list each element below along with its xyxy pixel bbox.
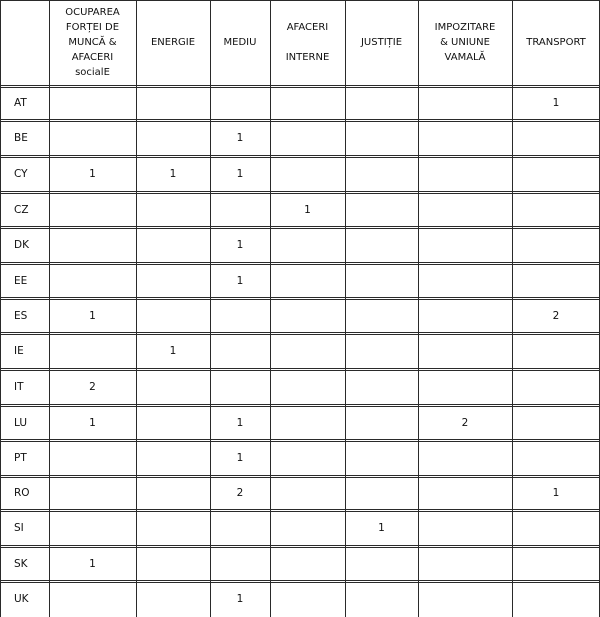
table-cell [136, 88, 210, 119]
table-cell [345, 88, 418, 119]
table-cell: 2 [236, 487, 244, 499]
table-cell: 2 [89, 381, 96, 393]
table-cell [136, 122, 210, 155]
column-header-line: INTERNE [285, 51, 330, 63]
column-header-line: MUNCĂ & [68, 36, 117, 48]
table-cell [512, 548, 600, 580]
row-label: RO [14, 487, 30, 499]
table-cell [512, 407, 600, 439]
column-header-line: JUSTIȚIE [360, 36, 403, 48]
table-cell [136, 442, 210, 475]
table-cell [136, 194, 210, 226]
table-cell [418, 442, 512, 475]
table-cell [136, 478, 210, 509]
table-cell: 1 [89, 309, 96, 322]
table-cell [270, 335, 345, 368]
row-label: SI [14, 522, 24, 534]
table-cell: 2 [552, 309, 560, 322]
table-cell [345, 300, 418, 332]
table-cell: 2 [461, 416, 469, 429]
table-cell [345, 122, 418, 155]
row-label: SK [14, 557, 28, 570]
header-corner [0, 0, 49, 84]
column-header [270, 0, 345, 84]
grid-hline [0, 85, 600, 86]
table-cell: 1 [236, 592, 244, 605]
table-cell [210, 194, 270, 226]
column-header-line: VAMALĂ [444, 51, 486, 63]
row-label: AT [14, 97, 27, 109]
table-cell: 1 [236, 452, 244, 464]
table-cell: 1 [236, 274, 244, 287]
table-cell [49, 88, 136, 119]
table-cell [136, 371, 210, 404]
column-header-line: OCUPAREA [65, 6, 120, 18]
table-cell [345, 335, 418, 368]
table-cell [270, 478, 345, 509]
grid-hline [0, 297, 600, 298]
column-header-line [286, 35, 330, 50]
column-header-line: AFACERI [286, 21, 329, 33]
table-cell [512, 122, 600, 155]
table-cell [136, 300, 210, 332]
grid-hline [0, 580, 600, 581]
table-cell [49, 583, 136, 615]
table-cell [270, 229, 345, 262]
grid-hline [0, 404, 600, 405]
row-label: DK [14, 239, 29, 251]
column-header-line: IMPOZITARE [434, 21, 496, 33]
row-label: PT [14, 452, 27, 464]
column-header-line: MEDIU [223, 36, 257, 48]
row-label: ES [14, 309, 28, 322]
grid-hline [0, 155, 600, 156]
grid-hline [0, 439, 600, 440]
table-cell [512, 583, 600, 615]
table-cell [270, 583, 345, 615]
table-cell [345, 194, 418, 226]
row-label: LU [14, 416, 28, 429]
column-header-text [224, 35, 257, 50]
table-cell: 1 [552, 487, 560, 499]
column-header [136, 0, 210, 84]
table-cell [512, 335, 600, 368]
table-cell [270, 122, 345, 155]
grid-hline [0, 226, 600, 227]
table-cell [418, 194, 512, 226]
column-header [210, 0, 270, 84]
column-header-line: TRANSPORT [526, 36, 586, 48]
column-header-line: FORȚEI DE [65, 21, 120, 33]
table-cell [345, 371, 418, 404]
table-cell [270, 300, 345, 332]
table-cell [49, 194, 136, 226]
table-cell [345, 407, 418, 439]
table-cell [270, 442, 345, 475]
row-label: UK [14, 592, 29, 605]
row-label: IT [14, 381, 24, 393]
table-cell [512, 158, 600, 191]
table-cell: 1 [89, 557, 96, 570]
table-cell [136, 265, 210, 297]
table-cell [512, 229, 600, 262]
table-cell [49, 335, 136, 368]
table-cell: 1 [236, 168, 244, 180]
table-cell [210, 548, 270, 580]
table-cell [270, 158, 345, 191]
table-cell [512, 371, 600, 404]
table-cell [418, 371, 512, 404]
table-cell [210, 512, 270, 545]
grid-hline [0, 545, 600, 546]
grid-hline [0, 368, 600, 369]
table-cell [418, 158, 512, 191]
table-cell [418, 512, 512, 545]
table-cell: 1 [89, 168, 96, 180]
table-cell [418, 478, 512, 509]
column-header-text [526, 35, 586, 50]
table-cell [512, 442, 600, 475]
table-cell: 1 [236, 239, 244, 251]
grid-hline [0, 332, 600, 333]
row-label: IE [14, 345, 24, 357]
table-cell [418, 548, 512, 580]
grid-hline [0, 509, 600, 510]
column-header-text [151, 35, 195, 50]
table-cell [512, 512, 600, 545]
column-header-line: socialE [75, 66, 110, 78]
grid-hline [0, 475, 600, 476]
table-cell [270, 548, 345, 580]
table-cell [49, 512, 136, 545]
table-cell: 1 [169, 168, 177, 180]
table-cell [136, 548, 210, 580]
table-cell: 1 [236, 416, 244, 429]
table-cell [270, 88, 345, 119]
table-cell: 1 [304, 203, 311, 216]
column-header-text [435, 20, 496, 65]
table-cell [210, 88, 270, 119]
table-cell [345, 265, 418, 297]
table-cell [210, 335, 270, 368]
table-cell [418, 335, 512, 368]
table-cell: 1 [552, 97, 560, 109]
grid-hline [0, 191, 600, 192]
grid-hline [0, 119, 600, 120]
table-cell: 1 [169, 345, 177, 357]
table-cell [49, 229, 136, 262]
table-cell [512, 194, 600, 226]
table-cell [136, 407, 210, 439]
table-cell [270, 371, 345, 404]
column-header-line: & UNIUNE [440, 36, 490, 48]
row-label: CY [14, 168, 28, 180]
table-cell [136, 229, 210, 262]
table-cell [210, 371, 270, 404]
row-label: EE [14, 274, 28, 287]
table-cell [49, 442, 136, 475]
table-cell: 1 [378, 522, 385, 534]
column-header-line: AFACERI [71, 51, 114, 63]
table-cell [270, 265, 345, 297]
table-cell [270, 407, 345, 439]
table-cell [418, 265, 512, 297]
table-cell [418, 88, 512, 119]
column-header-line: ENERGIE [150, 36, 196, 48]
table-cell [345, 548, 418, 580]
table-cell [418, 229, 512, 262]
column-header-text [65, 5, 120, 80]
table-cell [210, 300, 270, 332]
column-header [345, 0, 418, 84]
column-header-text [286, 20, 330, 65]
table-cell [418, 583, 512, 615]
table-cell [345, 442, 418, 475]
grid-hline [0, 262, 600, 263]
table-cell [345, 478, 418, 509]
table-cell [418, 300, 512, 332]
column-header [418, 0, 512, 84]
row-label: BE [14, 132, 28, 144]
table-cell [345, 229, 418, 262]
table-cell: 1 [89, 416, 96, 429]
table-cell [136, 583, 210, 615]
table-cell [345, 158, 418, 191]
table-cell [512, 265, 600, 297]
table-cell [49, 478, 136, 509]
column-header-text [361, 35, 402, 50]
table-cell [49, 265, 136, 297]
column-header [512, 0, 600, 84]
table-cell [345, 583, 418, 615]
column-header [49, 0, 136, 84]
table-cell: 1 [236, 132, 244, 144]
row-label: CZ [14, 203, 29, 216]
table-cell [49, 122, 136, 155]
table-cell [270, 512, 345, 545]
table-cell [418, 122, 512, 155]
table-cell [136, 512, 210, 545]
